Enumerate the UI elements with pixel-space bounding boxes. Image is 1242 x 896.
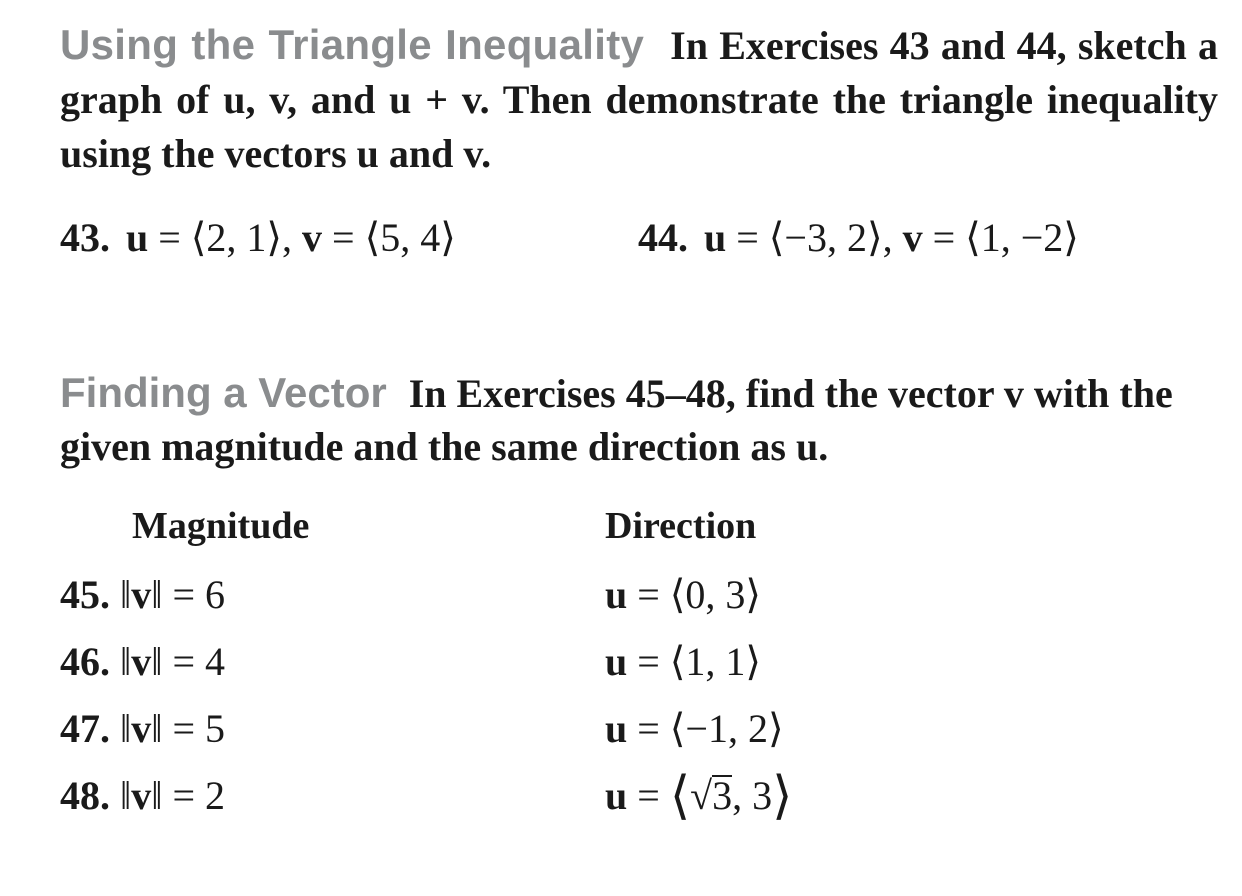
direction-column-header: Direction [605,505,757,547]
section-heading: Using the Triangle Inequality [60,21,645,68]
exercise-number: 46. [60,639,110,684]
vector-v-label: v [131,706,152,751]
direction-equals: = [627,773,670,818]
radical-sign: √ [690,773,713,818]
exercise-number: 45. [60,572,110,617]
vector-v-label: v [131,773,152,818]
square-root [690,768,732,824]
exercise-47 [60,701,1220,761]
vector-u-label: u [605,639,628,684]
magnitude-cell [60,567,225,623]
angle-bracket-close: ⟩ [772,768,793,825]
norm-open: ‖ [120,773,132,818]
vector-v-label: v [131,572,152,617]
vector-u-label: u [605,572,628,617]
vector-v-value: = ⟨5, 4⟩ [322,215,456,260]
exercise-number: 43. [60,215,110,260]
magnitude-value: = 4 [162,639,226,684]
vector-v-label: v [902,215,923,260]
norm-close: ‖ [151,572,163,617]
exercise-number: 48. [60,773,110,818]
magnitude-cell [60,701,225,757]
vector-u-value: = ⟨−3, 2⟩, [726,215,903,260]
vector-v-label: v [302,215,323,260]
direction-cell [605,768,792,824]
exercise-45 [60,567,1220,627]
exercise-number: 44. [638,215,688,260]
direction-cell [605,634,761,690]
norm-close: ‖ [151,639,163,684]
vector-u-value: = ⟨2, 1⟩, [148,215,303,260]
magnitude-column-header: Magnitude [132,505,310,547]
magnitude-cell [60,768,225,824]
finding-vector-section [60,366,1220,473]
magnitude-value: = 2 [162,773,226,818]
vector-u-label: u [605,706,628,751]
direction-value: = ⟨0, 3⟩ [627,572,762,617]
triangle-inequality-section [60,18,1218,181]
exercise-48 [60,768,1220,828]
norm-open: ‖ [120,572,132,617]
exercise-46 [60,634,1220,694]
vector-u-label: u [605,773,628,818]
exercise-number: 47. [60,706,110,751]
magnitude-value: = 5 [162,706,226,751]
magnitude-cell [60,634,225,690]
exercise-44 [638,212,1079,264]
direction-value: = ⟨1, 1⟩ [627,639,762,684]
norm-close: ‖ [151,706,163,751]
exercise-43 [60,212,456,264]
section-heading: Finding a Vector [60,369,387,416]
vector-u-label: u [126,215,149,260]
direction-value: = ⟨−1, 2⟩ [627,706,784,751]
magnitude-value: = 6 [162,572,226,617]
direction-rest: , 3 [732,773,773,818]
direction-cell [605,567,761,623]
angle-bracket-open: ⟨ [669,768,691,825]
section-instruction: In Exercises 45–48, find the vector v with the given magnitude and the same direction as u. [60,371,1173,469]
norm-open: ‖ [120,706,132,751]
section-instruction: In Exercises 43 and 44, sketch a graph of u, v, and u + v. Then demonstrate the triangle inequality using the vectors u and v. [60,23,1218,176]
vector-u-label: u [704,215,727,260]
vector-v-label: v [131,639,152,684]
vector-v-value: = ⟨1, −2⟩ [922,215,1079,260]
norm-open: ‖ [120,639,132,684]
norm-close: ‖ [151,773,163,818]
direction-cell [605,701,784,757]
radicand: 3 [712,773,733,818]
